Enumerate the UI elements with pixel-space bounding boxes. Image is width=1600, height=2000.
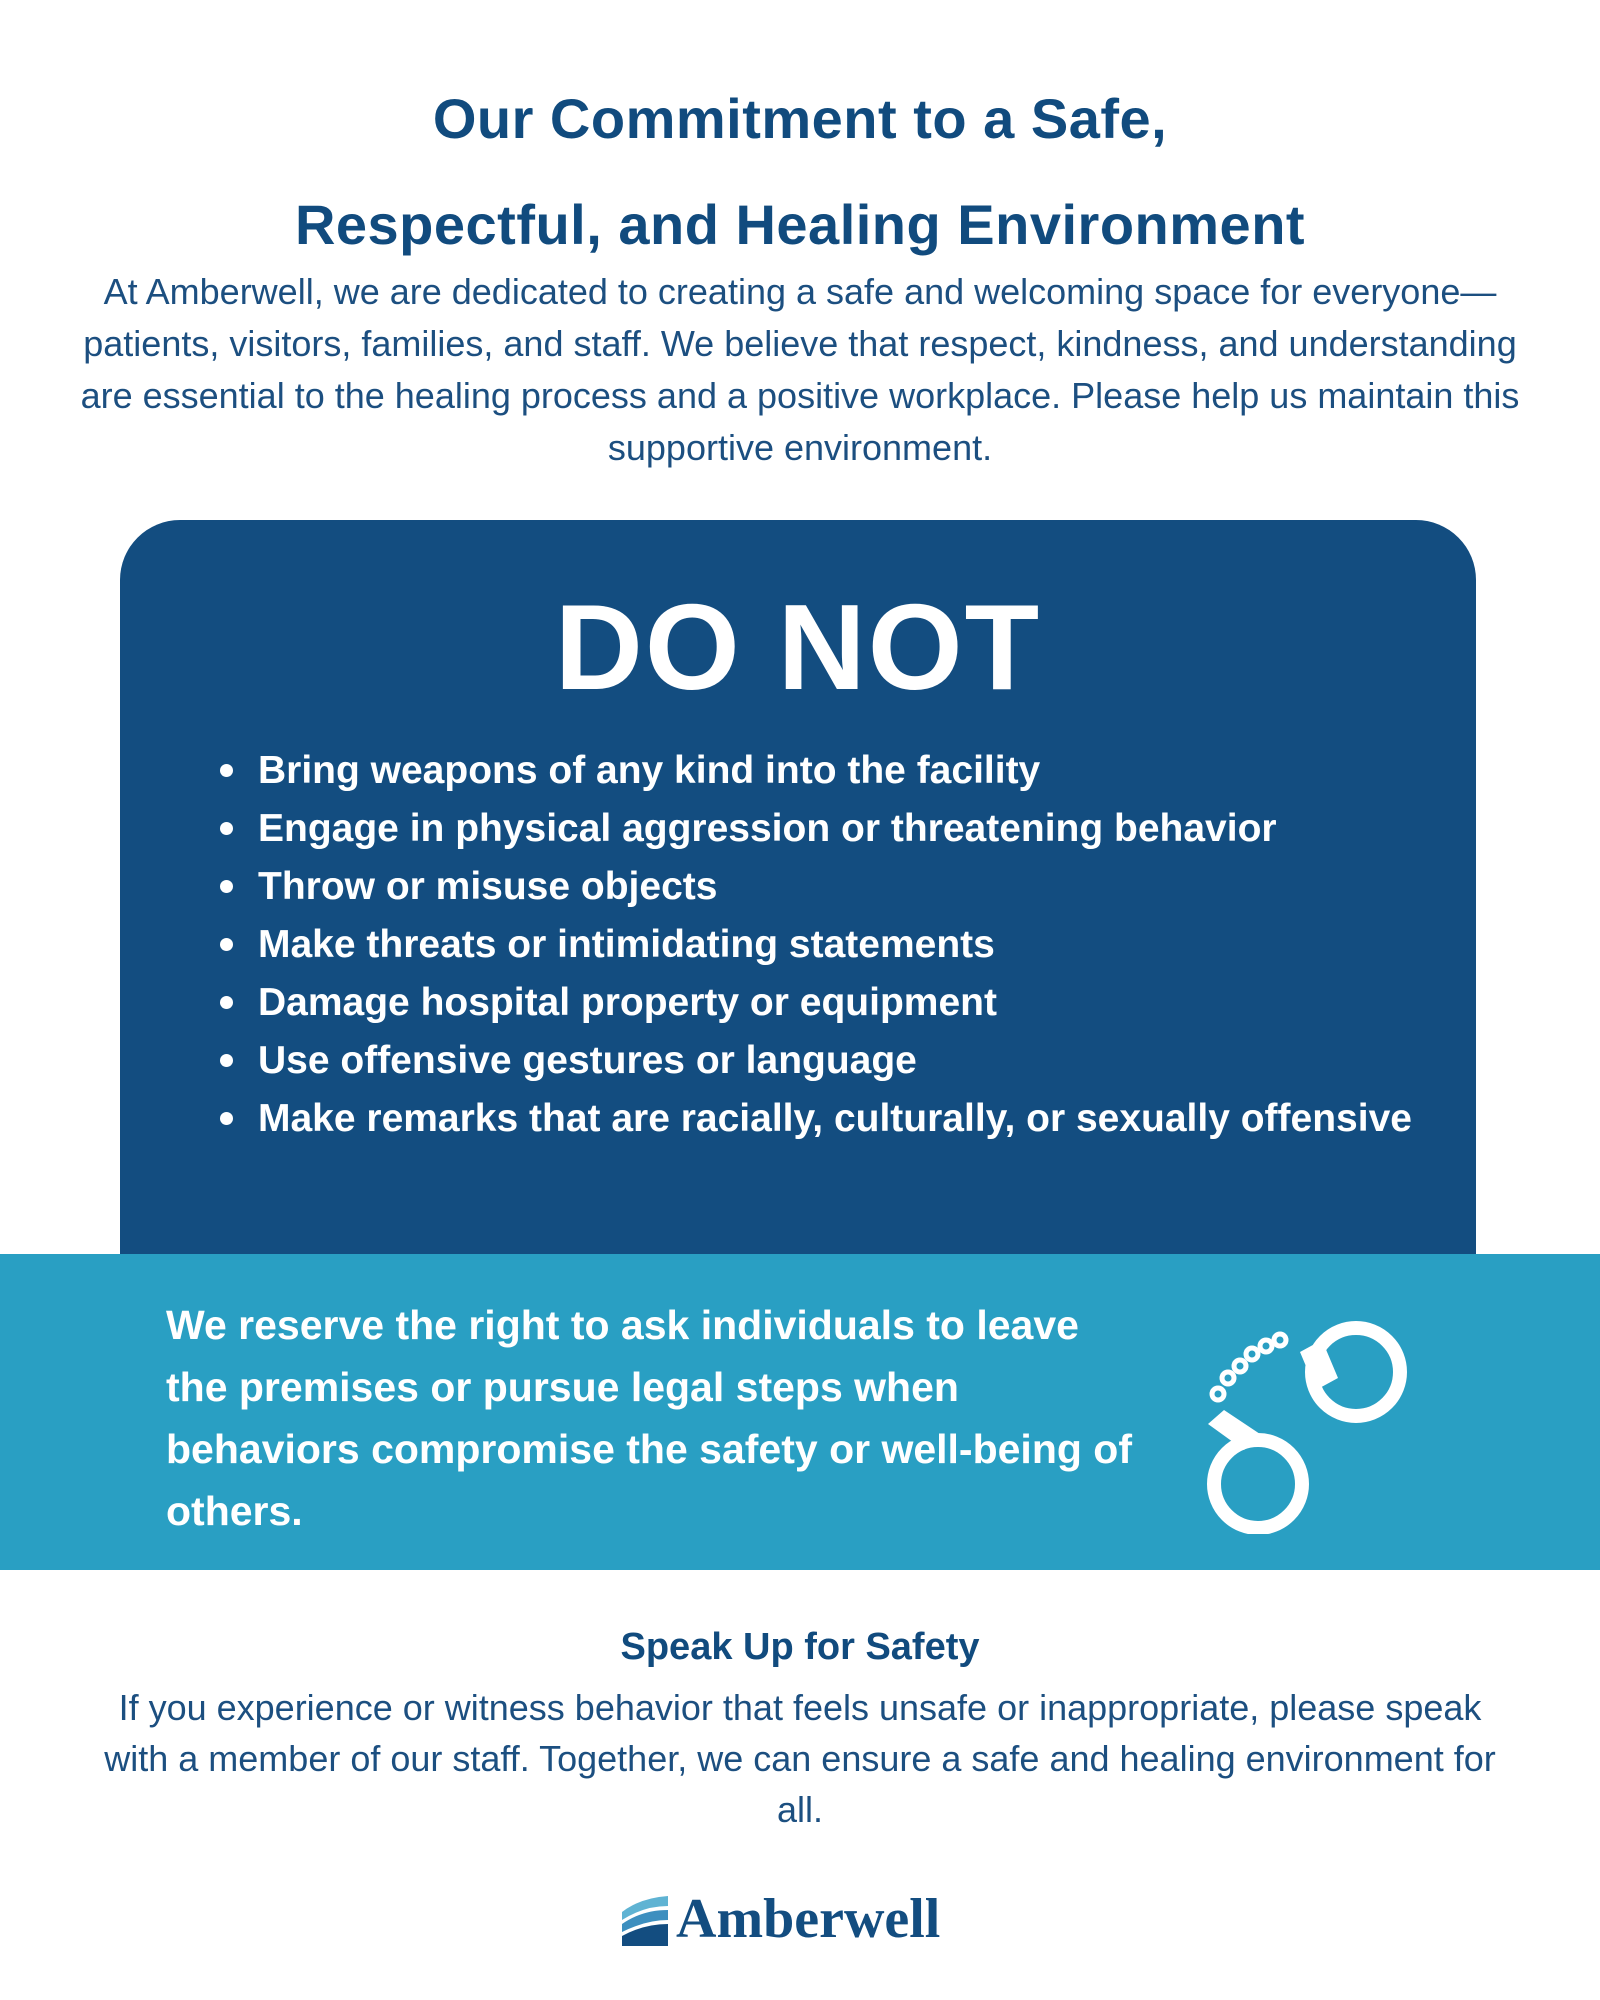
page-title-line-2: Respectful, and Healing Environment bbox=[294, 193, 1306, 256]
logo-wordmark: Amberwell bbox=[676, 1888, 941, 1950]
do-not-list bbox=[220, 742, 1440, 1148]
notice-band bbox=[0, 1254, 1600, 1570]
list-item bbox=[220, 1090, 1440, 1148]
do-not-card bbox=[120, 520, 1476, 1260]
list-item-text: Engage in physical aggression or threatening behavior bbox=[258, 807, 1277, 850]
list-item-text: Bring weapons of any kind into the facility bbox=[258, 749, 1041, 792]
bullet-icon bbox=[220, 1112, 233, 1125]
notice-text: We reserve the right to ask individuals to leave the premises or pursue legal steps when behaviors compromise the safety or well-being of others. bbox=[166, 1302, 1133, 1534]
bullet-icon bbox=[220, 996, 233, 1009]
list-item bbox=[220, 916, 1440, 974]
amberwell-logo bbox=[618, 1884, 940, 1954]
list-item bbox=[220, 742, 1440, 800]
list-item-text: Make threats or intimidating statements bbox=[258, 923, 995, 966]
bullet-icon bbox=[220, 938, 233, 951]
bullet-icon bbox=[220, 822, 233, 835]
bullet-icon bbox=[220, 764, 233, 777]
speak-up-title: Speak Up for Safety bbox=[620, 1626, 980, 1668]
speak-up-body: If you experience or witness behavior that feels unsafe or inappropriate, please speak with a member of our staff. Together, we can ensure a safe and healing environment for all. bbox=[104, 1687, 1496, 1830]
list-item-text: Throw or misuse objects bbox=[258, 865, 718, 908]
handcuffs-icon bbox=[1180, 1294, 1440, 1534]
list-item bbox=[220, 1032, 1440, 1090]
page-title-line-1: Our Commitment to a Safe, bbox=[432, 87, 1168, 150]
bullet-icon bbox=[220, 880, 233, 893]
list-item-text: Damage hospital property or equipment bbox=[258, 981, 997, 1024]
do-not-heading: DO NOT bbox=[554, 579, 1042, 715]
page-title bbox=[0, 66, 1600, 278]
list-item-text: Use offensive gestures or language bbox=[258, 1039, 917, 1082]
bullet-icon bbox=[220, 1054, 233, 1067]
list-item bbox=[220, 974, 1440, 1032]
logo-wave-icon bbox=[618, 1890, 672, 1948]
list-item-text: Make remarks that are racially, culturally, or sexually offensive bbox=[258, 1097, 1412, 1140]
list-item bbox=[220, 858, 1440, 916]
intro-paragraph: At Amberwell, we are dedicated to creating a safe and welcoming space for everyone—patients, visitors, families, and staff. We believe that respect, kindness, and understanding are essential to the healing process and a positive workplace. Please help us maintain this supportive environment. bbox=[80, 271, 1520, 468]
list-item bbox=[220, 800, 1440, 858]
